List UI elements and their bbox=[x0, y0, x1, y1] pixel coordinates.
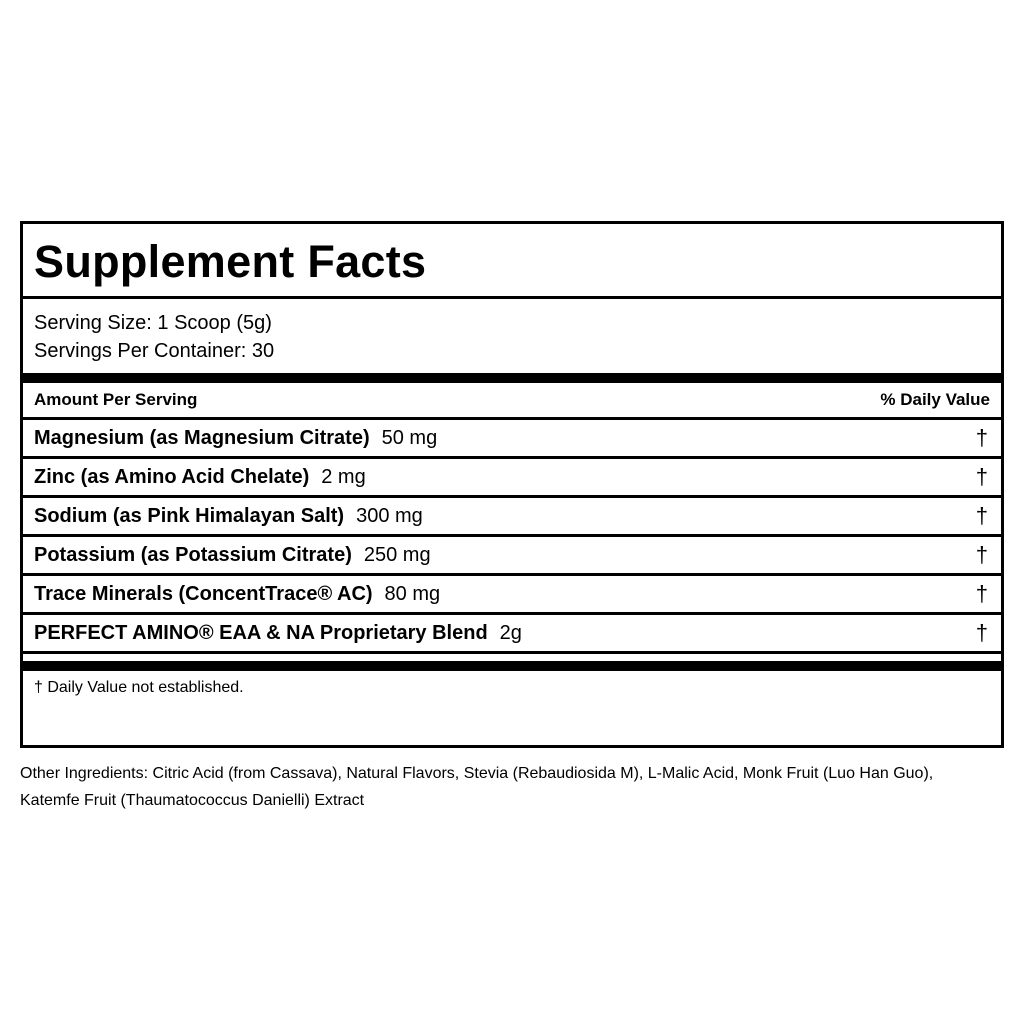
nutrient-daily-value: † bbox=[975, 542, 988, 567]
nutrient-amount: 300 mg bbox=[356, 504, 423, 527]
supplement-facts-panel bbox=[20, 221, 1004, 748]
nutrient-row bbox=[23, 537, 1001, 576]
nutrient-row bbox=[23, 576, 1001, 615]
serving-info bbox=[23, 299, 1001, 383]
nutrient-row bbox=[23, 498, 1001, 537]
nutrient-row bbox=[23, 615, 1001, 654]
serving-size: Serving Size: 1 Scoop (5g) bbox=[34, 312, 272, 334]
other-ingredients: Other Ingredients: Citric Acid (from Cassava), Natural Flavors, Stevia (Rebaudiosida M), L-Malic Acid, Monk Fruit (Luo Han Guo), Katemfe Fruit (Thaumatococcus Danielli) Extract bbox=[20, 765, 934, 809]
nutrient-name: PERFECT AMINO® EAA & NA Proprietary Blend bbox=[34, 621, 488, 644]
nutrient-daily-value: † bbox=[975, 620, 988, 645]
amount-per-serving-label: Amount Per Serving bbox=[34, 390, 198, 409]
panel-title: Supplement Facts bbox=[23, 224, 1001, 299]
nutrient-daily-value: † bbox=[975, 425, 988, 450]
nutrient-daily-value: † bbox=[975, 581, 988, 606]
nutrient-amount: 50 mg bbox=[381, 426, 438, 449]
nutrient-amount: 250 mg bbox=[363, 543, 431, 566]
footnote: † Daily Value not established. bbox=[34, 679, 244, 696]
nutrient-amount: 2g bbox=[499, 621, 522, 644]
nutrient-amount: 2 mg bbox=[321, 465, 366, 488]
nutrient-daily-value: † bbox=[975, 464, 988, 489]
nutrient-daily-value: † bbox=[975, 503, 988, 528]
nutrient-name: Zinc (as Amino Acid Chelate) bbox=[34, 465, 310, 488]
nutrient-row bbox=[23, 459, 1001, 498]
nutrient-amount: 80 mg bbox=[384, 582, 441, 605]
thick-divider bbox=[23, 654, 1001, 671]
column-header bbox=[23, 383, 1001, 420]
nutrient-name: Sodium (as Pink Himalayan Salt) bbox=[34, 504, 345, 527]
nutrient-name: Magnesium (as Magnesium Citrate) bbox=[34, 426, 370, 449]
nutrient-row bbox=[23, 420, 1001, 459]
daily-value-label: % Daily Value bbox=[880, 390, 990, 409]
nutrient-name: Potassium (as Potassium Citrate) bbox=[34, 543, 352, 566]
nutrient-name: Trace Minerals (ConcentTrace® AC) bbox=[34, 582, 373, 605]
servings-per-container: Servings Per Container: 30 bbox=[34, 340, 275, 362]
